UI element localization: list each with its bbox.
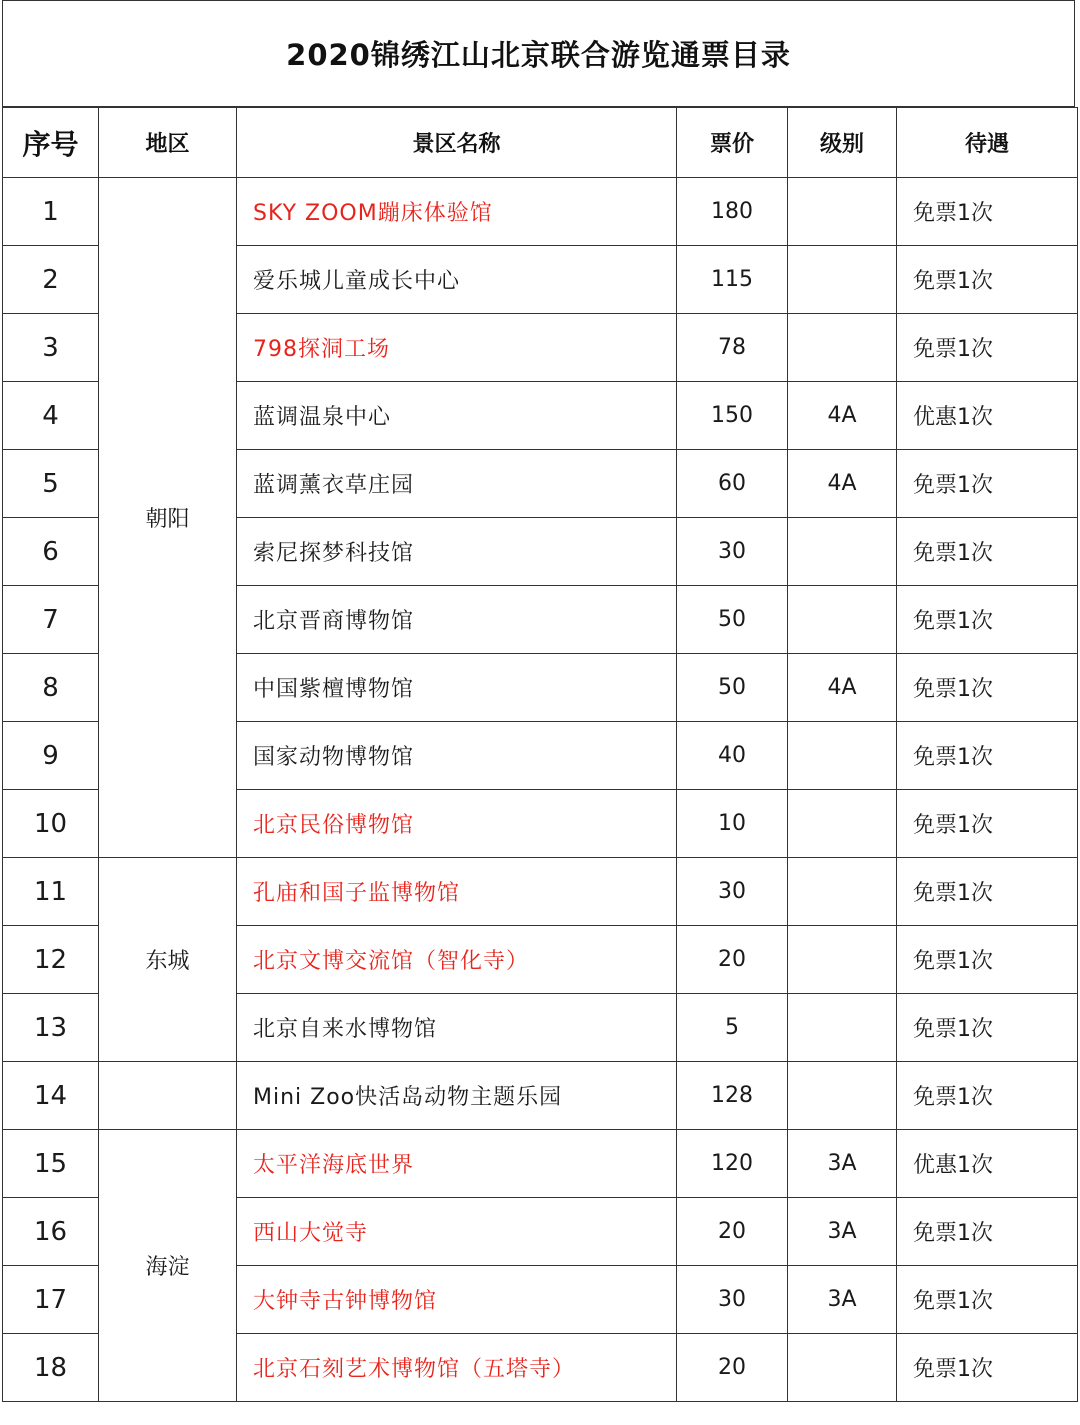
- row-serial-number: 6: [3, 518, 99, 586]
- spot-level: [788, 1062, 897, 1130]
- row-serial-number: 14: [3, 1062, 99, 1130]
- spot-level: [788, 790, 897, 858]
- benefit: 免票1次: [897, 178, 1078, 246]
- spot-level: 3A: [788, 1130, 897, 1198]
- benefit: 免票1次: [897, 858, 1078, 926]
- spot-level: 3A: [788, 1198, 897, 1266]
- row-serial-number: 12: [3, 926, 99, 994]
- spot-level: [788, 586, 897, 654]
- region-cell: 朝阳: [99, 178, 237, 858]
- benefit: 免票1次: [897, 1198, 1078, 1266]
- benefit: 免票1次: [897, 1334, 1078, 1402]
- spot-level: [788, 722, 897, 790]
- benefit: 免票1次: [897, 790, 1078, 858]
- row-serial-number: 9: [3, 722, 99, 790]
- header-spot-name: 景区名称: [237, 108, 677, 178]
- spot-level: 3A: [788, 1266, 897, 1334]
- spot-name: SKY ZOOM蹦床体验馆: [237, 178, 677, 246]
- benefit: 免票1次: [897, 518, 1078, 586]
- ticket-catalog-sheet: [2, 0, 1077, 1425]
- benefit: 免票1次: [897, 586, 1078, 654]
- spot-name: 中国紫檀博物馆: [237, 654, 677, 722]
- row-serial-number: 13: [3, 994, 99, 1062]
- spot-name: 蓝调薰衣草庄园: [237, 450, 677, 518]
- spot-name: 太平洋海底世界: [237, 1130, 677, 1198]
- spot-name: 北京民俗博物馆: [237, 790, 677, 858]
- ticket-price: 20: [677, 1334, 788, 1402]
- spot-level: [788, 178, 897, 246]
- spot-level: [788, 518, 897, 586]
- table-row: [3, 1130, 1078, 1198]
- row-serial-number: 10: [3, 790, 99, 858]
- spot-level: [788, 1334, 897, 1402]
- row-serial-number: 4: [3, 382, 99, 450]
- spot-level: [788, 246, 897, 314]
- row-serial-number: 5: [3, 450, 99, 518]
- row-serial-number: 7: [3, 586, 99, 654]
- row-serial-number: 3: [3, 314, 99, 382]
- benefit: 优惠1次: [897, 382, 1078, 450]
- row-serial-number: 17: [3, 1266, 99, 1334]
- table-row: [3, 858, 1078, 926]
- spot-name: 北京晋商博物馆: [237, 586, 677, 654]
- spot-name: 爱乐城儿童成长中心: [237, 246, 677, 314]
- ticket-price: 5: [677, 994, 788, 1062]
- ticket-price: 20: [677, 926, 788, 994]
- ticket-price: 78: [677, 314, 788, 382]
- header-serial-number: 序号: [3, 108, 99, 178]
- header-ticket-price: 票价: [677, 108, 788, 178]
- ticket-price: 50: [677, 586, 788, 654]
- spot-name: 蓝调温泉中心: [237, 382, 677, 450]
- ticket-price: 150: [677, 382, 788, 450]
- table-header-row: [3, 108, 1078, 178]
- benefit: 免票1次: [897, 654, 1078, 722]
- benefit: 免票1次: [897, 246, 1078, 314]
- ticket-price: 30: [677, 1266, 788, 1334]
- spot-name: Mini Zoo快活岛动物主题乐园: [237, 1062, 677, 1130]
- spot-name: 798探洞工场: [237, 314, 677, 382]
- spot-name: 西山大觉寺: [237, 1198, 677, 1266]
- region-cell: 东城: [99, 858, 237, 1062]
- table-row: [3, 178, 1078, 246]
- spot-name: 国家动物博物馆: [237, 722, 677, 790]
- spot-level: [788, 994, 897, 1062]
- row-serial-number: 1: [3, 178, 99, 246]
- spot-level: 4A: [788, 654, 897, 722]
- region-cell: [99, 1062, 237, 1130]
- ticket-price: 50: [677, 654, 788, 722]
- spot-level: [788, 858, 897, 926]
- ticket-price: 10: [677, 790, 788, 858]
- row-serial-number: 2: [3, 246, 99, 314]
- region-cell: 海淀: [99, 1130, 237, 1402]
- benefit: 免票1次: [897, 722, 1078, 790]
- ticket-price: 60: [677, 450, 788, 518]
- header-benefit: 待遇: [897, 108, 1078, 178]
- spot-level: [788, 314, 897, 382]
- ticket-price: 40: [677, 722, 788, 790]
- ticket-price: 30: [677, 518, 788, 586]
- ticket-price: 30: [677, 858, 788, 926]
- row-serial-number: 8: [3, 654, 99, 722]
- header-level: 级别: [788, 108, 897, 178]
- spot-level: 4A: [788, 450, 897, 518]
- spot-name: 大钟寺古钟博物馆: [237, 1266, 677, 1334]
- table-body: [3, 178, 1078, 1402]
- benefit: 免票1次: [897, 450, 1078, 518]
- header-region: 地区: [99, 108, 237, 178]
- row-serial-number: 18: [3, 1334, 99, 1402]
- spot-name: 北京石刻艺术博物馆（五塔寺）: [237, 1334, 677, 1402]
- spot-name: 孔庙和国子监博物馆: [237, 858, 677, 926]
- spot-name: 索尼探梦科技馆: [237, 518, 677, 586]
- ticket-price: 180: [677, 178, 788, 246]
- spot-level: [788, 926, 897, 994]
- benefit: 免票1次: [897, 314, 1078, 382]
- ticket-price: 128: [677, 1062, 788, 1130]
- spot-name: 北京文博交流馆（智化寺）: [237, 926, 677, 994]
- benefit: 免票1次: [897, 1266, 1078, 1334]
- ticket-price: 115: [677, 246, 788, 314]
- benefit: 优惠1次: [897, 1130, 1078, 1198]
- ticket-price: 20: [677, 1198, 788, 1266]
- row-serial-number: 11: [3, 858, 99, 926]
- scenic-spot-table: [2, 107, 1078, 1402]
- benefit: 免票1次: [897, 1062, 1078, 1130]
- ticket-price: 120: [677, 1130, 788, 1198]
- benefit: 免票1次: [897, 926, 1078, 994]
- row-serial-number: 15: [3, 1130, 99, 1198]
- table-row: [3, 1062, 1078, 1130]
- catalog-title: 2020锦绣江山北京联合游览通票目录: [2, 0, 1075, 107]
- benefit: 免票1次: [897, 994, 1078, 1062]
- spot-level: 4A: [788, 382, 897, 450]
- spot-name: 北京自来水博物馆: [237, 994, 677, 1062]
- row-serial-number: 16: [3, 1198, 99, 1266]
